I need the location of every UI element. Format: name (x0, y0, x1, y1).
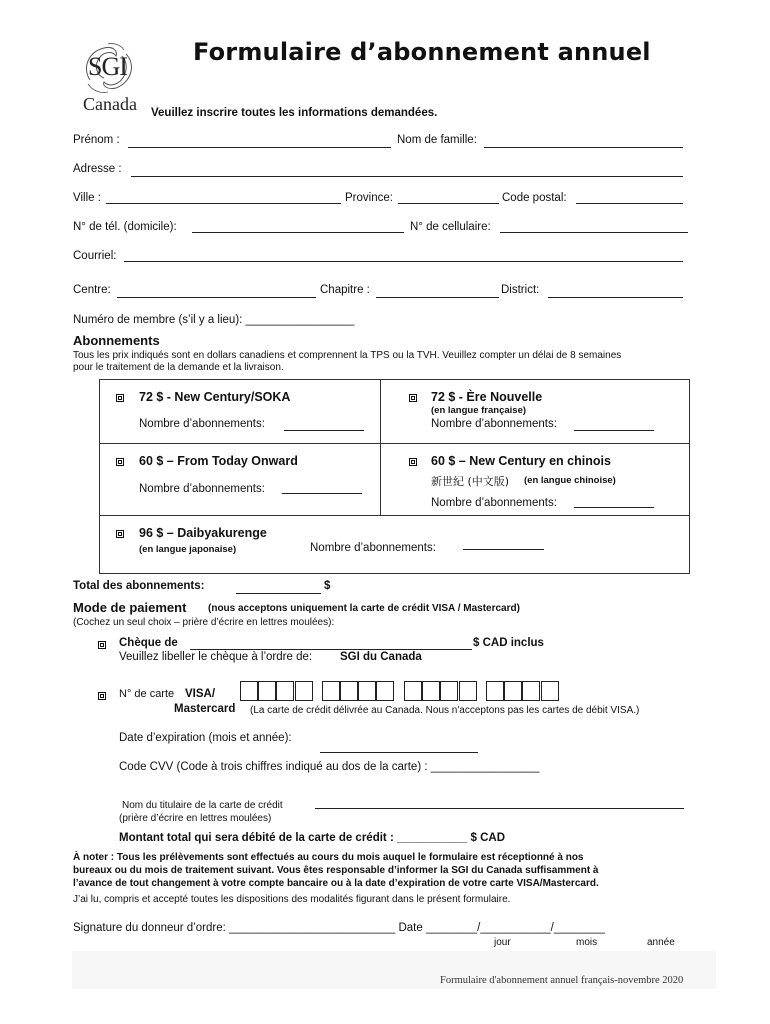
membre-field[interactable]: Numéro de membre (s’il y a lieu): _________________ (73, 314, 355, 326)
subscriptions-note-2: pour le traitement de la demande et la livraison. (73, 362, 284, 373)
code-postal-field[interactable] (576, 203, 683, 204)
checkbox-cheque[interactable] (98, 641, 106, 649)
adresse-label: Adresse : (73, 163, 122, 175)
count-label: Nombre d’abonnements: (139, 418, 265, 430)
expiry-field[interactable] (320, 752, 478, 753)
adresse-field[interactable] (131, 176, 683, 177)
notice-line-3: l’avance de tout changement à votre compte bancaire ou à la date d’expiration de votre carte VISA/Mastercard. (73, 878, 599, 889)
item-title: 60 $ – New Century en chinois (431, 454, 611, 468)
cell-field[interactable] (500, 232, 688, 233)
footer-text: Formulaire d'abonnement annuel français-novembre 2020 (440, 975, 684, 986)
card-brand-2: Mastercard (174, 703, 236, 715)
checkbox-from-today-onward[interactable] (116, 458, 124, 466)
count-field-daibyakurenge[interactable] (463, 549, 544, 550)
cheque-suffix: $ CAD inclus (473, 637, 544, 649)
count-field-ere-nouvelle[interactable] (574, 430, 654, 431)
item-language: (en langue chinoise) (524, 475, 616, 486)
nom-field[interactable] (484, 147, 683, 148)
card-brand-1: VISA/ (185, 688, 216, 700)
notice-line-1: À noter : Tous les prélèvements sont effectués au cours du mois auquel le formulaire est réceptionné à nos (73, 852, 584, 863)
subscriptions-note-1: Tous les prix indiqués sont en dollars canadiens et comprennent la TPS ou la TVH. Veuillez compter un délai de 8 semaines (73, 350, 622, 361)
centre-field[interactable] (117, 297, 316, 298)
ville-label: Ville : (73, 192, 101, 204)
date-year-caption: année (647, 937, 675, 948)
subscriptions-heading: Abonnements (73, 333, 160, 348)
holder-name-field[interactable] (315, 808, 684, 809)
payment-choose-note: (Cochez un seul choix – prière d’écrire en lettres moulées): (73, 617, 335, 628)
item-title: 96 $ – Daibyakurenge (139, 526, 267, 540)
date-day-caption: jour (494, 937, 511, 948)
total-debit[interactable]: Montant total qui sera débité de la carte de crédit : ___________ $ CAD (119, 832, 506, 844)
cheque-label: Chèque de (119, 637, 178, 649)
checkbox-card[interactable] (98, 692, 106, 700)
count-label: Nombre d’abonnements: (431, 418, 557, 430)
province-field[interactable] (398, 203, 499, 204)
tel-field[interactable] (192, 232, 404, 233)
payment-heading: Mode de paiement (73, 600, 187, 615)
logo-text: SGI (88, 52, 127, 81)
code-postal-label: Code postal: (502, 192, 567, 204)
divider (99, 515, 689, 516)
count-label: Nombre d’abonnements: (431, 497, 557, 509)
item-language: (en langue japonaise) (139, 544, 237, 555)
signature-line[interactable]: Signature du donneur d’ordre: __________________________ Date ________/___________/________ (73, 922, 606, 934)
centre-label: Centre: (73, 284, 111, 296)
total-label: Total des abonnements: (73, 580, 205, 592)
total-currency: $ (324, 580, 331, 592)
count-field-new-century-chinois[interactable] (574, 507, 654, 508)
date-month-caption: mois (576, 937, 598, 948)
item-cjk-title: 新世紀 (中文版) (431, 475, 510, 488)
count-label: Nombre d’abonnements: (310, 542, 436, 554)
prenom-field[interactable] (128, 147, 391, 148)
prenom-label: Prénom : (73, 134, 120, 146)
count-field-new-century-soka[interactable] (284, 430, 364, 431)
cheque-payee: SGI du Canada (340, 651, 422, 663)
district-label: District: (501, 284, 540, 296)
chapitre-label: Chapitre : (320, 284, 370, 296)
nom-label: Nom de famille: (397, 134, 477, 146)
cheque-amount-field[interactable] (190, 649, 472, 650)
divider (380, 379, 381, 515)
checkbox-daibyakurenge[interactable] (116, 530, 124, 538)
count-label: Nombre d’abonnements: (139, 483, 265, 495)
card-note: (La carte de crédit délivrée au Canada. Nous n'acceptons pas les cartes de débit VISA.) (250, 705, 640, 716)
holder-label-2: (prière d’écrire en lettres moulées) (119, 813, 272, 824)
agreement-text: J’ai lu, compris et accepté toutes les dispositions des modalités figurant dans le présent formulaire. (73, 894, 511, 905)
cheque-order-text: Veuillez libeller le chèque à l’ordre de: (119, 651, 313, 663)
chapitre-field[interactable] (376, 297, 499, 298)
payment-heading-note: (nous acceptons uniquement la carte de crédit VISA / Mastercard) (208, 603, 520, 614)
item-title: 72 $ - Ère Nouvelle (431, 390, 543, 404)
total-field[interactable] (236, 593, 321, 594)
page-title: Formulaire d’abonnement annuel (193, 38, 651, 66)
ville-field[interactable] (106, 203, 341, 204)
item-title: 60 $ – From Today Onward (139, 454, 298, 468)
card-prefix: N° de carte (119, 688, 175, 700)
checkbox-ere-nouvelle[interactable] (409, 394, 417, 402)
count-field-from-today-onward[interactable] (282, 493, 362, 494)
tel-label: N° de tél. (domicile): (73, 221, 177, 233)
province-label: Province: (345, 192, 393, 204)
notice-line-2: bureaux ou du mois de traitement suivant. Vous êtes responsable d’informer la SGI du Canada suffisamment à (73, 865, 599, 876)
cvv-field[interactable]: Code CVV (Code à trois chiffres indiqué au dos de la carte) : _________________ (119, 761, 540, 773)
logo-caption: Canada (83, 94, 137, 114)
checkbox-new-century-soka[interactable] (116, 394, 124, 402)
checkbox-new-century-chinois[interactable] (409, 458, 417, 466)
item-language: (en langue française) (431, 405, 527, 416)
expiry-label: Date d’expiration (mois et année): (119, 732, 292, 744)
holder-label-1: Nom du titulaire de la carte de crédit (122, 800, 283, 811)
instruction-text: Veuillez inscrire toutes les informations demandées. (151, 107, 438, 119)
courriel-field[interactable] (124, 261, 683, 262)
cell-label: N° de cellulaire: (410, 221, 491, 233)
courriel-label: Courriel: (73, 250, 117, 262)
divider (99, 443, 689, 444)
item-title: 72 $ - New Century/SOKA (139, 390, 291, 404)
district-field[interactable] (548, 297, 683, 298)
